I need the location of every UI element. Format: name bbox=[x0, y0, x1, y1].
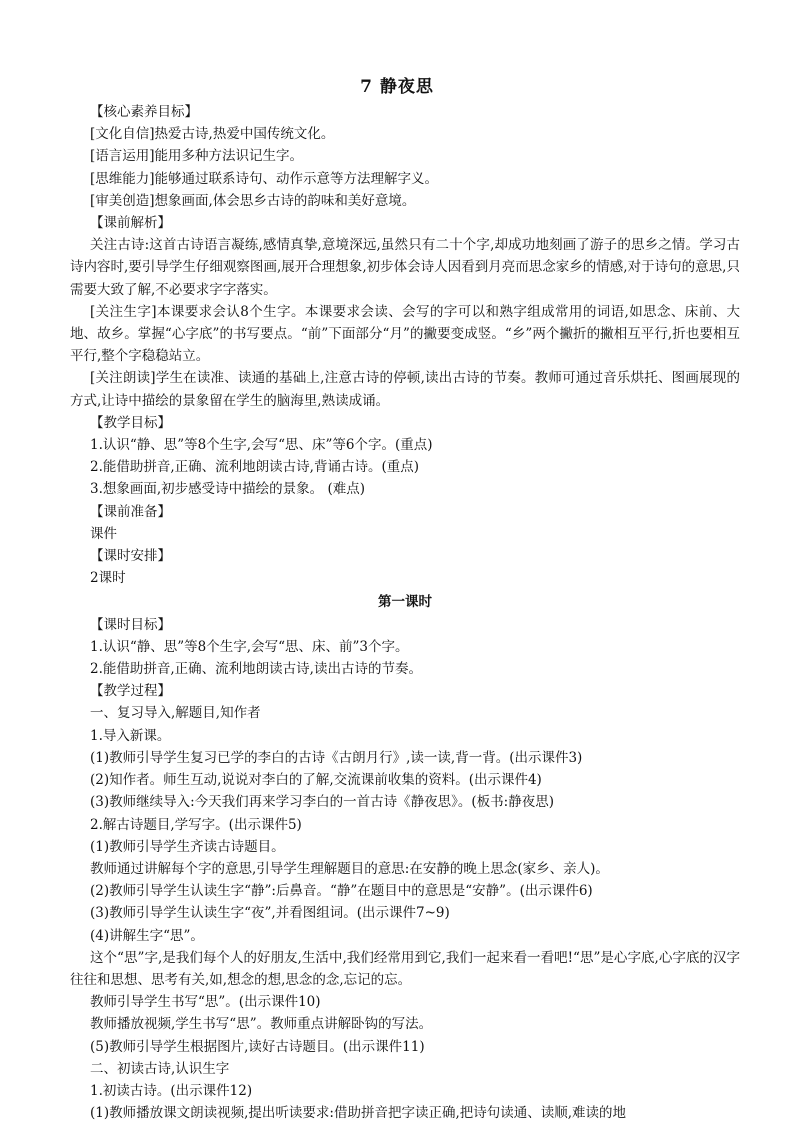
text-line: 二、初读古诗,认识生字 bbox=[90, 1060, 230, 1077]
text-line: 3.想象画面,初步感受诗中描绘的景象。 (难点) bbox=[90, 481, 365, 498]
text-line: 1.认识“静、思”等8个生字,会写“思、床、前”3个字。 bbox=[90, 638, 409, 655]
text-line: 【核心素养目标】 bbox=[90, 104, 198, 120]
text-line: (1)教师引导学生齐读古诗题目。 bbox=[90, 838, 285, 855]
text-line: 2课时 bbox=[90, 570, 126, 587]
text-line: 1.导入新课。 bbox=[90, 727, 171, 744]
text-line: (5)教师引导学生根据图片,读好古诗题目。(出示课件11) bbox=[90, 1038, 425, 1055]
text-line: 【教学目标】 bbox=[90, 414, 171, 431]
text-line: (2)知作者。师生互动,说说对李白的了解,交流课前收集的资料。(出示课件4) bbox=[90, 772, 542, 789]
text-line: (4)讲解生字“思”。 bbox=[90, 927, 204, 944]
text-line: 教师播放视频,学生书写“思”。教师重点讲解卧钩的写法。 bbox=[90, 1016, 433, 1033]
text-line: (1)教师播放课文朗读视频,提出听读要求:借助拼音把字读正确,把诗句读通、读顺,难读的地 bbox=[90, 1105, 627, 1122]
document-body bbox=[70, 101, 740, 1124]
text-line: 【课时目标】 bbox=[90, 616, 171, 633]
text-line: 教师通过讲解每个字的意思,引导学生理解题目的意思:在安静的晚上思念(家乡、亲人)。 bbox=[90, 860, 609, 877]
text-line: 教师引导学生书写“思”。(出示课件10) bbox=[90, 994, 321, 1011]
text-line: (3)教师继续导入:今天我们再来学习李白的一首古诗《静夜思》。(板书:静夜思) bbox=[90, 794, 555, 811]
text-line: 1.认识“静、思”等8个生字,会写“思、床”等6个字。(重点) bbox=[90, 437, 433, 454]
text-line: 2.解古诗题目,学写字。(出示课件5) bbox=[90, 816, 302, 833]
text-line: 1.初读古诗。(出示课件12) bbox=[90, 1082, 253, 1099]
text-line: 一、复习导入,解题目,知作者 bbox=[90, 705, 261, 722]
paragraph: [关注朗读]学生在读准、读通的基础上,注意古诗的停顿,读出古诗的节奏。教师可通过音乐烘托、图画展现的方式,让诗中描绘的景象留在学生的脑海里,熟读成诵。 bbox=[70, 370, 740, 409]
page-title: 7 静夜思 bbox=[360, 77, 434, 97]
text-line: 【课时安排】 bbox=[90, 548, 171, 565]
text-line: 【课前解析】 bbox=[90, 215, 171, 232]
text-line: 2.能借助拼音,正确、流利地朗读古诗,读出古诗的节奏。 bbox=[90, 661, 422, 678]
text-line: (3)教师引导学生认读生字“夜”,并看图组词。(出示课件7~9) bbox=[90, 905, 450, 922]
paragraph: 关注古诗:这首古诗语言凝练,感情真挚,意境深远,虽然只有二十个字,却成功地刻画了游子的思乡之情。学习古诗内容时,要引导学生仔细观察图画,展开合理想象,初步体会诗人因看到月亮而思念家乡的情感,对于诗句的意思,只需要大致了解,不必要求字字落实。 bbox=[70, 237, 740, 298]
paragraph: [关注生字]本课要求会认8个生字。本课要求会读、会写的字可以和熟字组成常用的词语,如思念、床前、大地、故乡。掌握“心字底”的书写要点。“前”下面部分“月”的撇要变成竖。“乡”两个撇折的撇相互平行,折也要相互平行,整个字稳稳站立。 bbox=[70, 303, 740, 365]
section-heading: 第一课时 bbox=[378, 594, 432, 611]
text-line: [审美创造]想象画面,体会思乡古诗的韵味和美好意境。 bbox=[90, 192, 416, 209]
text-line: [语言运用]能用多种方法识记生字。 bbox=[90, 148, 304, 165]
text-line: [文化自信]热爱古诗,热爱中国传统文化。 bbox=[90, 126, 335, 143]
text-line: (1)教师引导学生复习已学的李白的古诗《古朗月行》,读一读,背一背。(出示课件3) bbox=[90, 749, 583, 766]
text-line: 【课前准备】 bbox=[90, 503, 171, 520]
text-line: 【教学过程】 bbox=[90, 683, 171, 700]
text-line: [思维能力]能够通过联系诗句、动作示意等方法理解字义。 bbox=[90, 170, 439, 187]
paragraph: 这个“思”字,是我们每个人的好朋友,生活中,我们经常用到它,我们一起来看一看吧!“思”是心字底,心字底的汉字往往和思想、思考有关,如,想念的想,思念的念,忘记的忘。 bbox=[70, 949, 740, 988]
text-line: (2)教师引导学生认读生字“静”:后鼻音。“静”在题目中的意思是“安静”。(出示课件6) bbox=[90, 883, 593, 900]
text-line: 2.能借助拼音,正确、流利地朗读古诗,背诵古诗。(重点) bbox=[90, 459, 419, 476]
text-line: 课件 bbox=[90, 525, 117, 542]
